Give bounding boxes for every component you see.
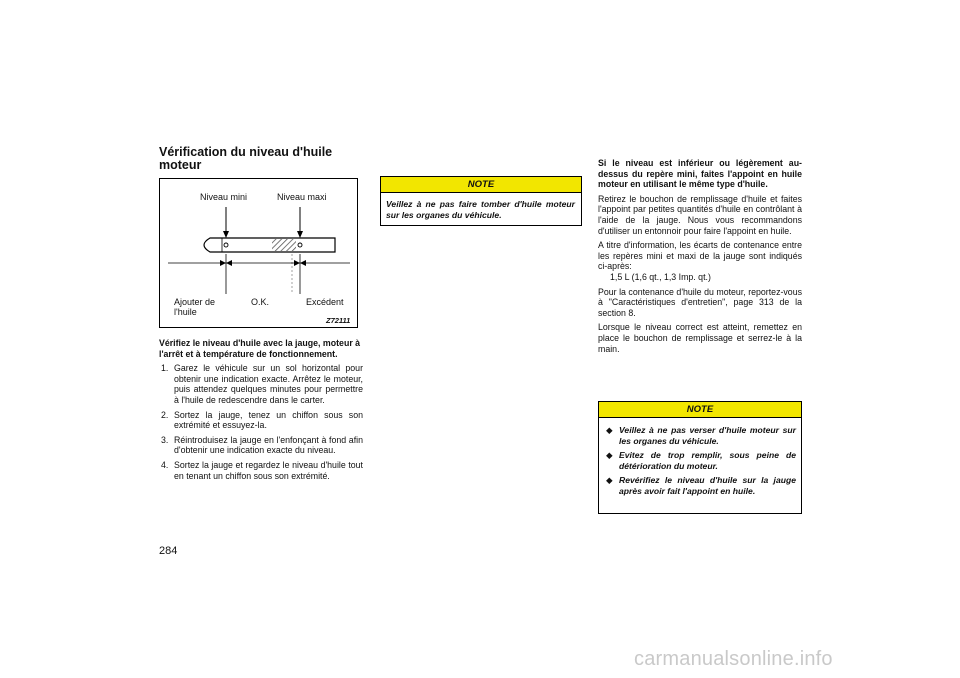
- figure-code: Z72111: [326, 316, 351, 325]
- note-text: Veillez à ne pas faire tomber d'huile moteur sur les organes du véhicule.: [386, 199, 575, 220]
- list-item: 1. Garez le véhicule sur un sol horizontal pour obtenir une indication exacte. Arrêtez le moteur, puis attendez quelques minutes pour permettre à l'huile de redescendre dans le carter.: [161, 363, 363, 405]
- steps-list: [159, 363, 363, 481]
- refill-heading: Si le niveau est inférieur ou légèrement au-dessus du repère mini, faites l'appoint en huile moteur en utilisant le même type d'huile.: [598, 158, 802, 190]
- list-item: ◆ Revérifiez le niveau d'huile sur la jauge après avoir fait l'appoint en huile.: [606, 475, 796, 496]
- note-box-spill: [380, 176, 582, 226]
- list-item: ◆ Evitez de trop remplir, sous peine de détérioration du moteur.: [606, 450, 796, 471]
- capacity-reference: Pour la contenance d'huile du moteur, reportez-vous à "Caractéristiques d'entretien", page 313 de la section 8.: [598, 286, 802, 318]
- diamond-bullet-icon: ◆: [606, 450, 613, 461]
- instructions-column: [159, 338, 363, 485]
- capacity-paragraph: A titre d'information, les écarts de contenance entre les repères mini et maxi de la jauge sont indiqués ci-après:: [598, 240, 802, 272]
- diamond-bullet-icon: ◆: [606, 475, 613, 486]
- label-min-level: Niveau mini: [200, 192, 248, 202]
- list-item: 2. Sortez la jauge, tenez un chiffon sous son extrémité et essuyez-la.: [161, 409, 363, 431]
- label-max-level: Niveau maxi: [277, 192, 327, 202]
- refill-final: Lorsque le niveau correct est atteint, remettez en place le bouchon de remplissage et serrez-le à la main.: [598, 322, 802, 354]
- capacity-values: 1,5 L (1,6 qt., 1,3 Imp. qt.): [610, 271, 711, 282]
- note-header: NOTE: [599, 402, 801, 418]
- label-excess: Excédent: [306, 297, 344, 307]
- list-item: 3. Réintroduisez la jauge en l'enfonçant à fond afin d'obtenir une indication exacte du niveau.: [161, 434, 363, 456]
- section-title: Vérification du niveau d'huile moteur: [159, 145, 333, 172]
- label-ok: O.K.: [251, 297, 270, 307]
- watermark: carmanualsonline.info: [634, 648, 833, 670]
- dipstick-figure: [159, 178, 358, 328]
- note-header: NOTE: [381, 177, 581, 193]
- refill-column: [598, 158, 802, 358]
- page-number: 284: [159, 545, 178, 557]
- list-item: 4. Sortez la jauge et regardez le niveau d'huile tout en tenant un chiffon sous son extrémité.: [161, 459, 363, 481]
- diamond-bullet-icon: ◆: [606, 425, 613, 435]
- label-add-oil: Ajouter de l'huile: [174, 297, 216, 317]
- refill-paragraph: Retirez le bouchon de remplissage d'huile et faites l'appoint par petites quantités d'huile en contrôlant à l'aide de la jauge. Nous vous recommandons d'utiliser un entonnoir pour faire l'appoint en huile.: [598, 193, 802, 236]
- note-box-overfill: [598, 401, 802, 514]
- intro-text: Vérifiez le niveau d'huile avec la jauge, moteur à l'arrêt et à température de fonctionnement.: [159, 338, 361, 359]
- list-item: ◆ Veillez à ne pas verser d'huile moteur sur les organes du véhicule.: [606, 425, 796, 446]
